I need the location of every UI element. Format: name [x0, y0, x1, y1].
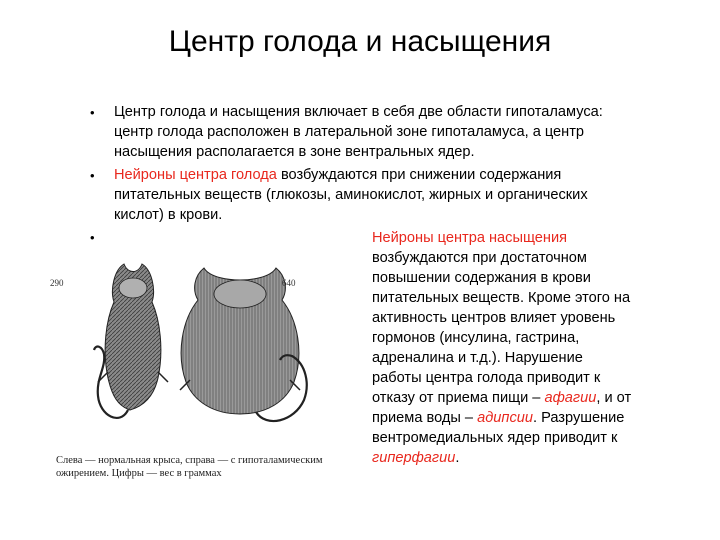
weight-left-label: 290 — [50, 278, 64, 288]
afagia-pre: отказу от приема пищи – — [372, 390, 545, 406]
bullet-2-text — [114, 165, 588, 225]
bullet-2-line-1 — [114, 165, 588, 185]
normal-rat — [94, 264, 168, 418]
adipsia-post: . Разрушение — [532, 410, 625, 426]
rats-illustration — [44, 250, 360, 450]
bullet-3-line: возбуждаются при достаточном — [372, 250, 587, 266]
bullet-3-line: адреналина и т.д.). Нарушение — [372, 350, 583, 366]
bullet-marker: • — [90, 105, 95, 120]
bullet-3-line: работы центра голода приводит к — [372, 370, 601, 386]
figure-caption — [56, 454, 360, 480]
bullet-3-line: питательных веществ. Кроме этого на — [372, 290, 631, 306]
caption-line-2: ожирением. Цифры — вес в граммах — [56, 468, 222, 479]
bullet-2-line-1-rest: возбуждаются при снижении содержания — [276, 167, 562, 183]
bullet-3-line-hyperphagia — [372, 448, 631, 468]
bullet-1-line-3: насыщения располагается в зоне вентральных ядер. — [114, 144, 475, 160]
afagia-term: афагии — [544, 390, 597, 406]
hyperphagia-post: . — [455, 450, 460, 466]
bullet-3-text — [372, 228, 631, 468]
hunger-neurons-label: Нейроны центра голода — [114, 167, 277, 183]
bullet-2-line-3: кислот) в крови. — [114, 207, 223, 223]
bullet-1-line-1: Центр голода и насыщения включает в себя две области гипоталамуса: — [114, 104, 603, 120]
afagia-post: , и от — [596, 390, 632, 406]
bullet-1-text — [114, 102, 603, 162]
bullet-3-line: гормонов (инсулина, гастрина, — [372, 330, 580, 346]
weight-right-label: 640 — [282, 278, 296, 288]
bullet-2-line-2: питательных веществ (глюкозы, аминокислот, жирных и органических — [114, 187, 588, 203]
adipsia-term: адипсии — [477, 410, 533, 426]
satiety-neurons-label: Нейроны центра насыщения — [372, 230, 568, 246]
slide-title: Центр голода и насыщения — [168, 25, 552, 58]
bullet-3-line: вентромедиальных ядер приводит к — [372, 430, 618, 446]
hyperphagia-term: гиперфагии — [372, 450, 456, 466]
rats-figure — [44, 250, 360, 482]
bullet-3-line: активность центров влияет уровень — [372, 310, 616, 326]
obese-rat — [180, 268, 307, 421]
bullet-marker: • — [90, 230, 95, 245]
bullet-1-line-2: центр голода расположен в латеральной зоне гипоталамуса, а центр — [114, 124, 585, 140]
caption-line-1: Слева — нормальная крыса, справа — с гипоталамическим — [56, 455, 323, 466]
bullet-3-line: повышении содержания в крови — [372, 270, 591, 286]
bullet-marker: • — [90, 168, 95, 183]
adipsia-pre: приема воды – — [372, 410, 478, 426]
bullet-3-line-adipsia — [372, 408, 631, 428]
bullet-3-line-afagia — [372, 388, 631, 408]
